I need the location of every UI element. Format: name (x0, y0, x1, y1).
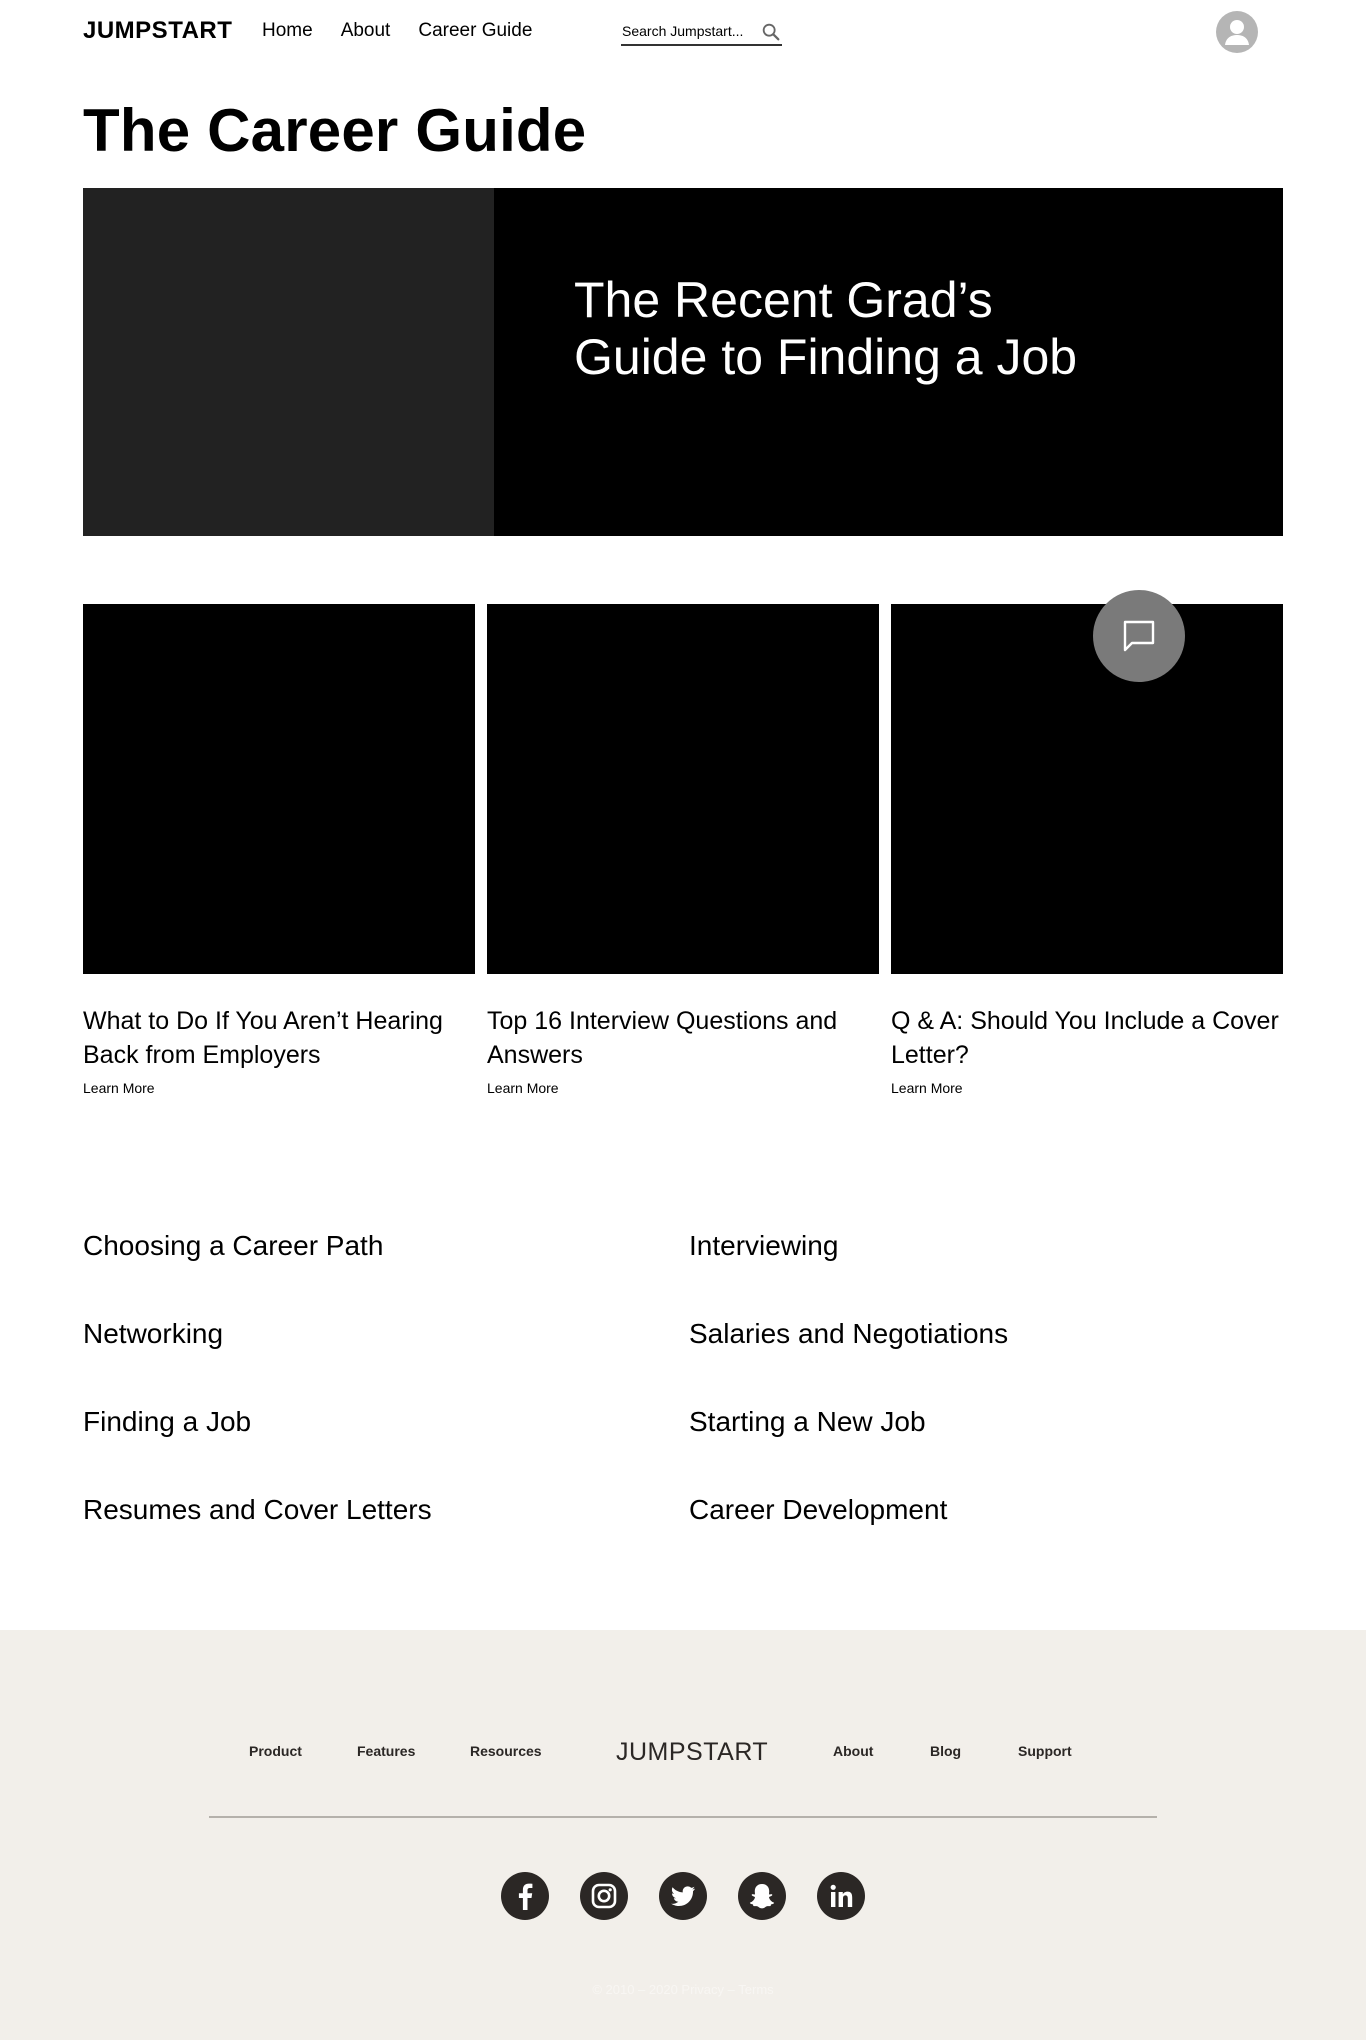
page-title: The Career Guide (83, 97, 587, 164)
article-card-title[interactable]: Top 16 Interview Questions and Answers (487, 1007, 838, 1069)
footer-link-resources[interactable]: Resources (470, 1743, 542, 1759)
site-footer (0, 1630, 1366, 2040)
twitter-icon[interactable] (659, 1872, 707, 1920)
article-card-image[interactable] (487, 604, 879, 974)
search-box (621, 18, 782, 46)
hero-title: The Recent Grad’s Guide to Finding a Job (574, 272, 1078, 385)
hero-image (83, 188, 494, 536)
topic-link[interactable]: Starting a New Job (689, 1406, 926, 1437)
nav-career-guide[interactable]: Career Guide (418, 20, 533, 41)
article-card[interactable] (891, 604, 1283, 1096)
chat-bubble-icon (1120, 617, 1158, 655)
nav-home[interactable]: Home (262, 20, 313, 41)
article-card[interactable] (487, 604, 879, 1096)
footer-logo[interactable]: JUMPSTART (616, 1738, 769, 1766)
footer-link-about[interactable]: About (833, 1743, 874, 1759)
hero-banner[interactable] (83, 188, 1283, 536)
topic-link[interactable]: Resumes and Cover Letters (83, 1494, 432, 1525)
copyright-text: © 2010 – 2020 Privacy – Terms (592, 1982, 774, 1997)
instagram-icon[interactable] (580, 1872, 628, 1920)
topic-link[interactable]: Finding a Job (83, 1406, 252, 1437)
chat-button[interactable] (1093, 590, 1185, 682)
topic-link[interactable]: Choosing a Career Path (83, 1230, 384, 1261)
footer-link-support[interactable]: Support (1018, 1743, 1072, 1759)
learn-more-link[interactable]: Learn More (891, 1080, 963, 1096)
search-input[interactable] (621, 23, 756, 39)
footer-divider (209, 1816, 1157, 1818)
topic-link[interactable]: Career Development (689, 1494, 948, 1525)
topic-link[interactable]: Networking (83, 1318, 224, 1349)
article-card-title[interactable]: What to Do If You Aren’t Hearing Back from Employers (83, 1007, 443, 1069)
footer-link-blog[interactable]: Blog (930, 1743, 962, 1759)
nav-about[interactable]: About (340, 20, 391, 41)
main-nav (262, 20, 532, 42)
article-card-title[interactable]: Q & A: Should You Include a Cover Letter? (891, 1007, 1279, 1069)
footer-link-features[interactable]: Features (357, 1743, 416, 1759)
social-links (501, 1872, 865, 1920)
article-card-image[interactable] (83, 604, 475, 974)
linkedin-icon[interactable] (817, 1872, 865, 1920)
site-logo[interactable]: JUMPSTART (83, 17, 233, 44)
site-header (0, 0, 1366, 64)
learn-more-link[interactable]: Learn More (487, 1080, 559, 1096)
topic-link[interactable]: Salaries and Negotiations (689, 1318, 1009, 1349)
article-card-image[interactable] (891, 604, 1283, 974)
user-avatar-icon[interactable] (1216, 11, 1258, 53)
learn-more-link[interactable]: Learn More (83, 1080, 155, 1096)
article-card[interactable] (83, 604, 475, 1096)
facebook-icon[interactable] (501, 1872, 549, 1920)
search-icon[interactable] (760, 21, 782, 43)
snapchat-icon[interactable] (738, 1872, 786, 1920)
footer-link-product[interactable]: Product (249, 1743, 302, 1759)
topic-link[interactable]: Interviewing (689, 1230, 839, 1261)
